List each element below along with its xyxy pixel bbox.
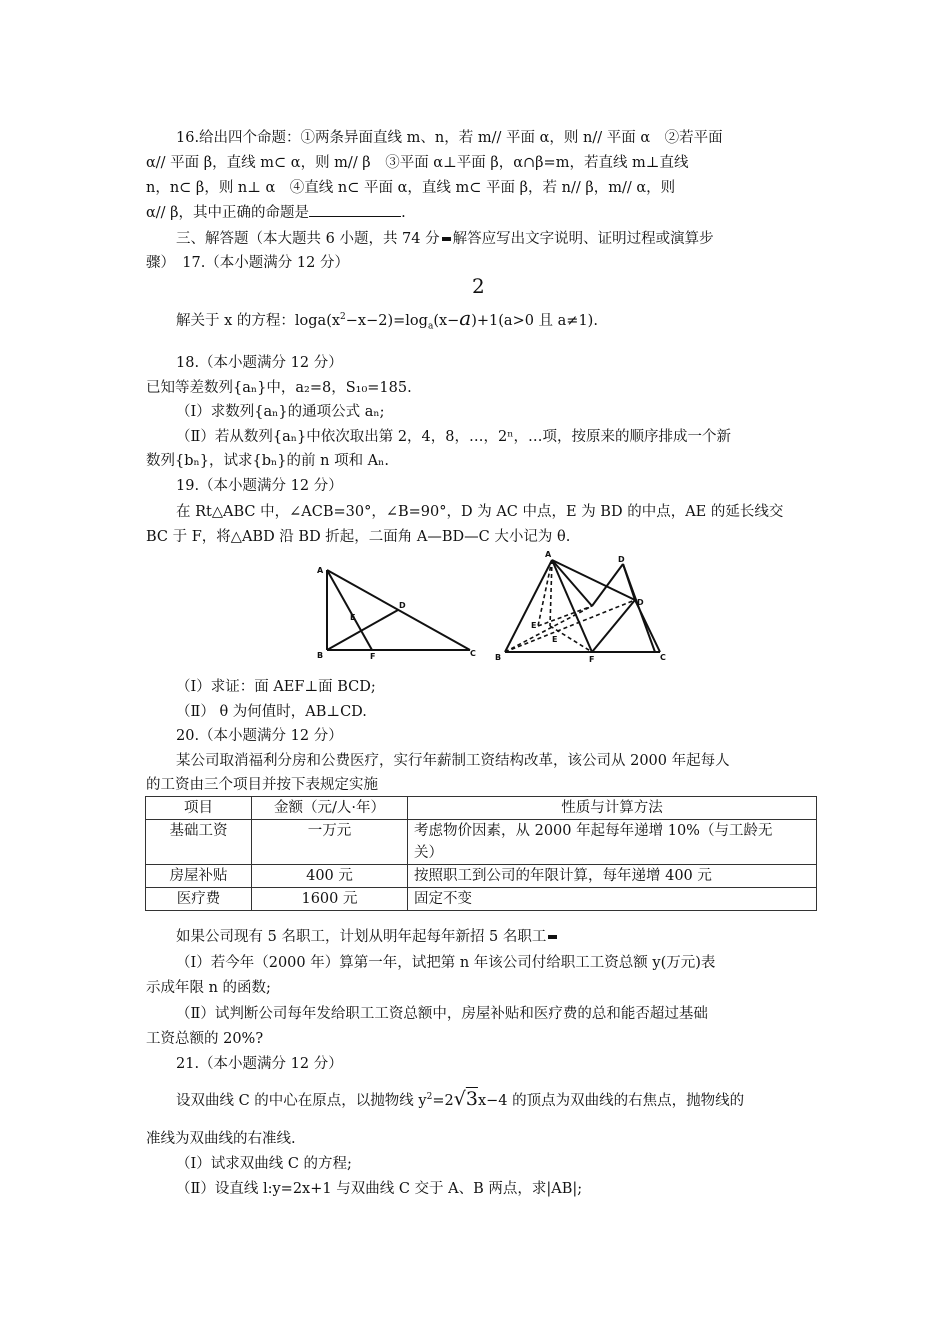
- fig1-label-e: E: [350, 613, 356, 622]
- fig1-label-c: C: [470, 649, 476, 658]
- q18-head: 18.（本小题满分 12 分）: [176, 355, 343, 371]
- q20-head: 20.（本小题满分 12 分）: [176, 728, 343, 744]
- fig2-label-d1: D: [618, 555, 625, 564]
- black-mark-icon: [548, 935, 557, 939]
- table-header-row: [146, 797, 817, 820]
- table-row: [146, 888, 817, 911]
- q17-text3: (x−: [433, 312, 460, 329]
- q21-sup: 2: [426, 1092, 433, 1102]
- table-row: [146, 865, 817, 888]
- q16-line4: [146, 202, 406, 224]
- q20-part1a: （Ⅰ）若今年（2000 年）算第一年，试把第 n 年该公司付给职工工资总额 y(万元)表: [176, 955, 716, 971]
- q16-line4-text: α// β，其中正确的命题是: [146, 205, 310, 221]
- q20-part1b: 示成年限 n 的函数;: [146, 980, 271, 996]
- q21-head: 21.（本小题满分 12 分）: [176, 1056, 343, 1072]
- fig1-label-a: A: [317, 566, 324, 575]
- q20-part2a: （Ⅱ）试判断公司每年发给职工工资总额中，房屋补贴和医疗费的总和能否超过基础: [176, 1006, 708, 1022]
- q17-fraction-denominator: a: [459, 305, 472, 330]
- fig1-label-f: F: [370, 652, 376, 660]
- q19-part1: （Ⅰ）求证：面 AEF⊥面 BCD;: [176, 679, 376, 695]
- table-header: 金额（元/人·年）: [252, 797, 408, 820]
- q18-part2a: （Ⅱ）若从数列{aₙ}中依次取出第 2，4，8，…，2ⁿ，…项，按原来的顺序排成一个新: [176, 429, 732, 445]
- fig2-label-e1: E: [531, 621, 537, 630]
- q20-part2b: 工资总额的 20%?: [146, 1031, 264, 1047]
- table-cell: 按照职工到公司的年限计算，每年递增 400 元: [408, 865, 817, 888]
- folded-figure: [490, 548, 670, 663]
- table-cell: 医疗费: [146, 888, 252, 911]
- q18-part1: （Ⅰ）求数列{aₙ}的通项公式 aₙ;: [176, 404, 385, 420]
- q17-sub: a: [427, 321, 434, 332]
- q21-line2: 准线为双曲线的右准线.: [146, 1131, 296, 1147]
- q16-line3: n，n⊂ β，则 n⊥ α ④直线 n⊂ 平面 α，直线 m⊂ 平面 β，若 n// β，m// α，则: [146, 180, 676, 196]
- table-header: 性质与计算方法: [408, 797, 817, 820]
- q21-part2: （Ⅱ）设直线 l:y=2x+1 与双曲线 C 交于 A、B 两点，求|AB|;: [176, 1181, 583, 1197]
- table-cell-line: 关）: [414, 845, 443, 861]
- fig2-label-d2: D: [637, 598, 644, 607]
- fig2-label-c: C: [660, 653, 666, 662]
- table-cell: 房屋补贴: [146, 865, 252, 888]
- salary-table: [145, 796, 817, 911]
- q19-head: 19.（本小题满分 12 分）: [176, 478, 343, 494]
- q21-text2: =2: [432, 1092, 454, 1109]
- q19-part2: （Ⅱ） θ 为何值时，AB⊥CD.: [176, 704, 367, 720]
- table-cell: 固定不变: [408, 888, 817, 911]
- q20-after: [176, 926, 559, 948]
- fig2-label-e2: E: [552, 635, 558, 644]
- q16-line4-end: .: [401, 205, 406, 221]
- q16-line2: α// 平面 β，直线 m⊂ α，则 m// β ③平面 α⊥平面 β，α∩β=m，若直线 m⊥直线: [146, 155, 689, 171]
- q17-text4: )+1(a>0 且 a≠1).: [471, 312, 598, 329]
- q17-fraction-numerator: 2: [472, 274, 485, 298]
- fig2-label-b: B: [495, 653, 502, 662]
- fig2-label-a: A: [545, 550, 552, 559]
- q18-line1: 已知等差数列{aₙ}中，a₂=8，S₁₀=185.: [146, 380, 412, 396]
- q21-line1: [176, 1086, 744, 1112]
- triangle-figure: [312, 560, 482, 660]
- black-mark-icon: [442, 237, 451, 241]
- q17-text2: −x−2)=log: [345, 312, 428, 329]
- fig2-label-f: F: [589, 655, 595, 663]
- fig1-label-d: D: [399, 601, 406, 610]
- q21-text3: x−4 的顶点为双曲线的右焦点，抛物线的: [477, 1092, 745, 1109]
- table-cell-line: 考虑物价因素，从 2000 年起每年递增 10%（与工龄无: [414, 823, 773, 839]
- section3-line2: 骤） 17.（本小题满分 12 分）: [146, 255, 349, 271]
- q20-after-text: 如果公司现有 5 名职工，计划从明年起每年新招 5 名职工: [176, 929, 547, 945]
- q20-line1: 某公司取消福利分房和公费医疗，实行年薪制工资结构改革，该公司从 2000 年起每人: [176, 753, 730, 769]
- q21-sqrt-number: 3: [465, 1087, 478, 1110]
- table-cell: 基础工资: [146, 820, 252, 865]
- answer-blank[interactable]: [309, 202, 401, 217]
- fig1-label-b: B: [317, 651, 324, 660]
- q16-line1: 16.给出四个命题：①两条异面直线 m、n，若 m// 平面 α，则 n// 平面 α ②若平面: [176, 130, 723, 146]
- table-cell: [408, 820, 817, 865]
- q21-part1: （Ⅰ）试求双曲线 C 的方程;: [176, 1156, 352, 1172]
- table-row: [146, 820, 817, 865]
- q17-sup: 2: [340, 312, 346, 322]
- table-cell: 1600 元: [252, 888, 408, 911]
- q21-text1: 设双曲线 C 的中心在原点，以抛物线 y: [176, 1092, 427, 1109]
- table-cell: 一万元: [252, 820, 408, 865]
- q17-text1: 解关于 x 的方程：loga(x: [176, 312, 341, 329]
- q17-equation: [176, 306, 598, 338]
- section3-text: 三、解答题（本大题共 6 小题，共 74 分: [176, 231, 440, 247]
- q20-line2: 的工资由三个项目并按下表规定实施: [146, 777, 378, 793]
- table-header: 项目: [146, 797, 252, 820]
- q19-line1: 在 Rt△ABC 中，∠ACB=30°，∠B=90°，D 为 AC 中点，E 为 BD 的中点，AE 的延长线交: [176, 504, 784, 520]
- table-cell: 400 元: [252, 865, 408, 888]
- section3-line1: [176, 228, 714, 250]
- q18-part2b: 数列{bₙ}，试求{bₙ}的前 n 项和 Aₙ.: [146, 453, 390, 469]
- section3-text2: 解答应写出文字说明、证明过程或演算步: [452, 231, 714, 247]
- q19-line2: BC 于 F，将△ABD 沿 BD 折起，二面角 A—BD—C 大小记为 θ.: [146, 529, 571, 545]
- sqrt-icon: √: [453, 1087, 466, 1110]
